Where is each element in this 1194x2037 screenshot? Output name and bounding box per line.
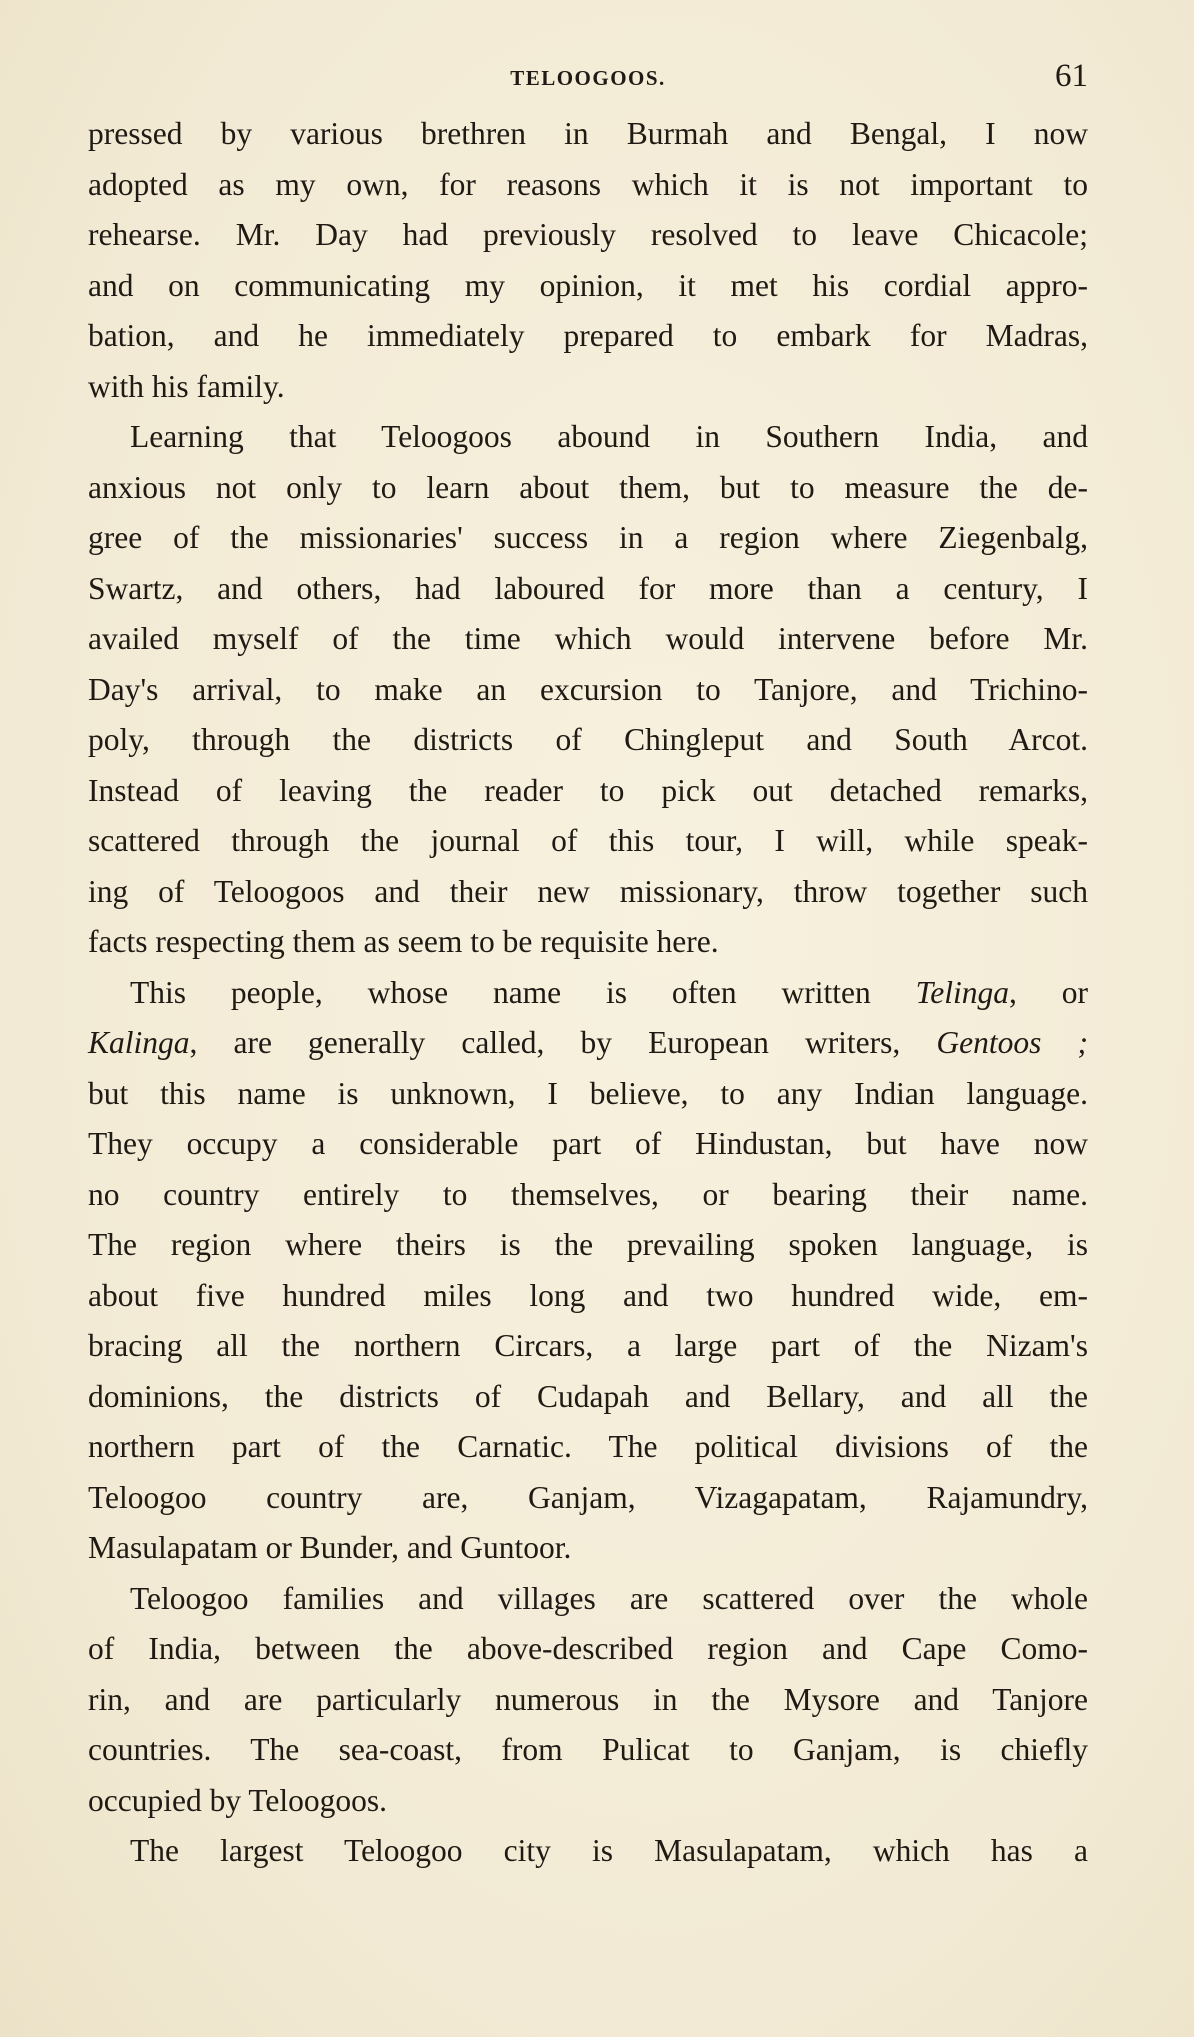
text-line [88,917,1088,968]
text-line [88,1675,1088,1726]
text-run: availed myself of the time which would intervene before Mr. [88,621,1088,656]
text-run: dominions, the districts of Cudapah and Bellary, and all the [88,1378,1088,1414]
text-line [88,1170,1088,1221]
text-line [88,1776,1088,1827]
paragraph [88,1826,1088,1877]
text-line [88,766,1088,817]
text-line [88,867,1088,918]
text-run: bracing all the northern Circars, a large part of the Nizam's [88,1328,1088,1363]
text-line [88,968,1088,1019]
text-run: scattered through the journal of this tour, I will, while speak- [88,823,1088,858]
text-run: bation, and he immediately prepared to embark for Madras, [88,318,1088,353]
text-line [88,715,1088,766]
paragraph [88,412,1088,968]
paragraph [88,109,1088,412]
text-run: Instead of leaving the reader to pick out detached remarks, [88,772,1088,808]
text-run: Teloogoo families and villages are scattered over the whole [130,1580,1088,1616]
text-line [88,1826,1088,1877]
text-run: about five hundred miles long and two hundred wide, em- [88,1277,1088,1313]
text-run: with his family. [88,368,285,404]
text-run: of India, between the above-described region and Cape Como- [88,1631,1088,1666]
text-line [88,463,1088,514]
text-run: pressed by various brethren in Burmah and Bengal, I now [88,116,1088,151]
italic-text: Gentoos ; [936,1025,1088,1060]
text-line [88,1271,1088,1322]
text-line [88,210,1088,261]
text-line [88,564,1088,615]
text-line [88,614,1088,665]
text-line [88,362,1088,413]
running-title: TELOOGOOS. [510,66,666,90]
text-run: , are generally called, by European writers, [189,1025,937,1060]
text-line [88,311,1088,362]
text-run: facts respecting them as seem to be requisite here. [88,924,719,959]
text-run: Swartz, and others, had laboured for more than a century, I [88,570,1088,606]
text-run: The region where theirs is the prevailing spoken language, is [88,1227,1088,1262]
paragraph [88,1574,1088,1827]
text-line [88,513,1088,564]
text-line [88,1018,1088,1069]
text-line [88,1473,1088,1524]
text-run: anxious not only to learn about them, but to measure the de- [88,469,1088,505]
text-line [88,412,1088,463]
text-run: and on communicating my opinion, it met his cordial appro- [88,267,1088,303]
italic-text: Telinga [915,974,1009,1010]
text-run: Day's arrival, to make an excursion to Tanjore, and Trichino- [88,671,1088,707]
text-line [88,816,1088,867]
text-run: Learning that Teloogoos abound in Southern India, and [130,419,1088,454]
text-run: northern part of the Carnatic. The political divisions of the [88,1429,1088,1464]
text-line [88,1422,1088,1473]
text-run: poly, through the districts of Chingleput and South Arcot. [88,722,1088,757]
text-run: but this name is unknown, I believe, to any Indian language. [88,1075,1088,1111]
text-line [88,1574,1088,1625]
text-run: rehearse. Mr. Day had previously resolved to leave Chicacole; [88,217,1088,252]
text-run: Masulapatam or Bunder, and Guntoor. [88,1530,572,1565]
text-run: The largest Teloogoo city is Masulapatam, which has a [130,1833,1088,1868]
text-line [88,665,1088,716]
text-run: occupied by Teloogoos. [88,1782,388,1818]
text-line [88,1372,1088,1423]
text-run: Teloogoo country are, Ganjam, Vizagapatam, Rajamundry, [88,1479,1088,1515]
body-text [88,109,1088,1877]
text-run: gree of the missionaries' success in a region where Ziegenbalg, [88,520,1088,555]
text-run: rin, and are particularly numerous in the Mysore and Tanjore [88,1681,1088,1717]
text-line [88,160,1088,211]
text-line [88,1725,1088,1776]
text-line [88,1624,1088,1675]
text-run: countries. The sea-coast, from Pulicat to Ganjam, is chiefly [88,1732,1088,1767]
text-line [88,1119,1088,1170]
text-run: ing of Teloogoos and their new missionary, throw together such [88,873,1088,909]
italic-text: Kalinga [88,1025,190,1060]
text-run: adopted as my own, for reasons which it is not important to [88,166,1088,202]
text-line [88,1321,1088,1372]
text-run: , or [1009,974,1088,1010]
text-line [88,261,1088,312]
text-line [88,1069,1088,1120]
text-line [88,109,1088,160]
text-line [88,1523,1088,1574]
page-header [88,60,1088,100]
paragraph [88,968,1088,1574]
text-line [88,1220,1088,1271]
text-run: This people, whose name is often written [130,974,916,1010]
text-run: They occupy a considerable part of Hindustan, but have now [88,1126,1088,1161]
page-number: 61 [1055,58,1088,94]
text-run: no country entirely to themselves, or bearing their name. [88,1176,1088,1212]
